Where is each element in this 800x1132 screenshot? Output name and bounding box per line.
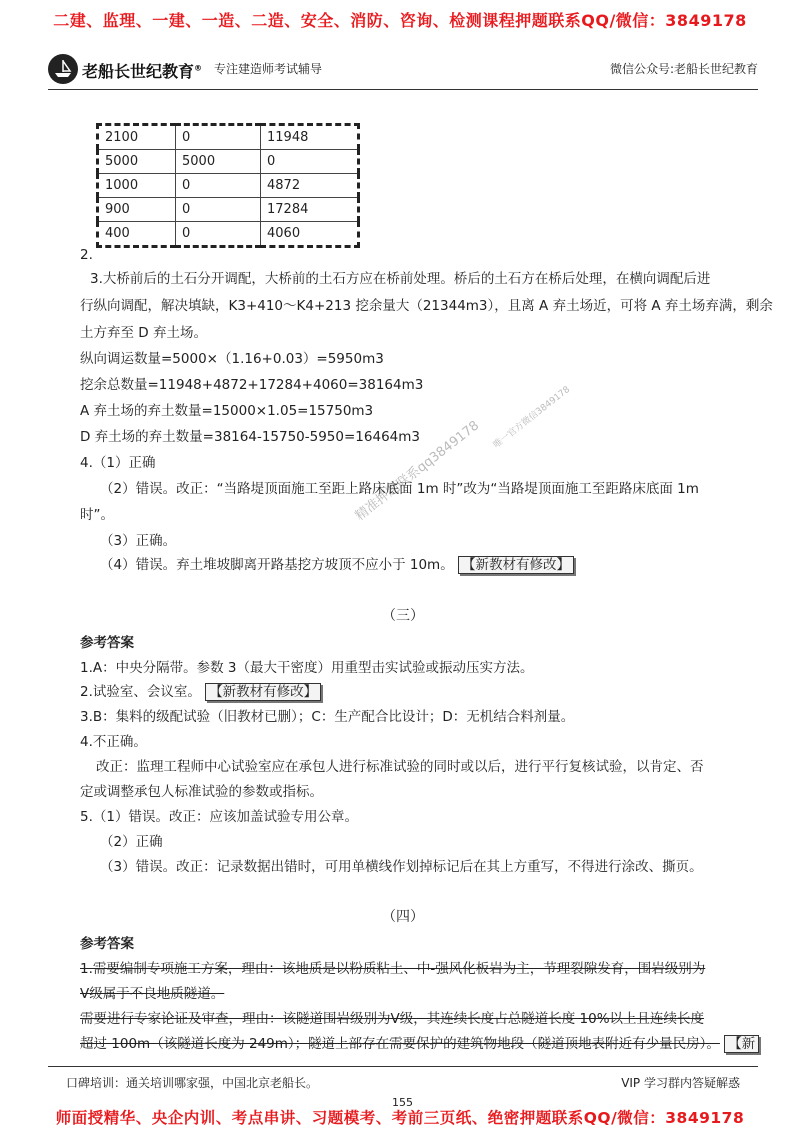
new-edition-tag: 【新教材有修改】 [205,683,321,701]
answer-line: 定或调整承包人标准试验的参数或指标。 [80,784,323,800]
section-title: （三） [382,608,424,624]
answer-line: 3.大桥前后的土石分开调配，大桥前的土石方应在桥前处理。桥后的土石方在桥后处理，在横向调配后进 [90,271,711,287]
item-number: 2. [80,247,93,263]
footer-right-text: VIP 学习群内答疑解惑 [621,1076,740,1090]
answer-text: （4）错误。弃土堆坡脚离开路基挖方坡顶不应小于 10m。 [100,557,454,573]
watermark-text: 唯一官方微信3849178 [491,384,573,451]
table-row [98,222,359,247]
table-cell: 5000 [98,150,176,174]
answer-line: 4.不正确。 [80,734,147,750]
page-number: 155 [392,1096,413,1109]
table-cell: 4872 [261,174,359,198]
struck-answer-line [80,1035,759,1053]
table-cell: 0 [176,125,261,150]
table-cell: 0 [261,150,359,174]
table-cell: 900 [98,198,176,222]
reference-answer-heading: 参考答案 [80,635,134,651]
answer-line: 行纵向调配，解决填缺，K3+410～K4+213 挖余量大（21344m3），且离 A 弃土场近，可将 A 弃土场弃满，剩余 [80,298,773,314]
answer-text: 2.试验室、会议室。 [80,684,201,700]
table-cell: 2100 [98,125,176,150]
ship-logo-icon [48,54,78,84]
answer-line [100,556,574,574]
earthwork-table [96,123,360,248]
answer-line: 1.A：中央分隔带。参数 3（最大干密度）用重型击实试验或振动压实方法。 [80,660,534,676]
reference-answer-heading: 参考答案 [80,936,134,952]
table-cell: 400 [98,222,176,247]
new-edition-tag: 【新教材有修改】 [458,556,574,574]
header-wechat: 微信公众号:老船长世纪教育 [609,62,758,76]
calc-line: D 弃土场的弃土数量=38164-15750-5950=16464m3 [80,429,420,445]
struck-answer-line: 1.需要编制专项施工方案，理由：该地质是以粉质粘土、中-强风化板岩为主，节理裂隙发育，围岩级别为 [80,961,706,977]
struck-answer-text: 超过 100m（该隧道长度为 249m）；隧道上部存在需要保护的建筑物地段（隧道顶地表附近有少量民房）。 [80,1036,720,1052]
calc-line: A 弃土场的弃土数量=15000×1.05=15750m3 [80,403,374,419]
answer-line: （3）正确。 [100,533,177,549]
struck-answer-line: 需要进行专家论证及审查，理由：该隧道围岩级别为Ⅴ级，其连续长度占总隧道长度 10%以上且连续长度 [80,1011,705,1027]
watermark-text: 精准押题联系qq3849178 [352,418,483,524]
answer-line: 5.（1）错误。改正：应该加盖试验专用公章。 [80,809,358,825]
table-cell: 11948 [261,125,359,150]
header-tagline: 专注建造师考试辅导 [214,62,323,76]
answer-line [80,683,321,701]
new-edition-tag-partial: 【新 [724,1035,759,1053]
answer-line: 时”。 [80,507,114,523]
table-cell: 1000 [98,174,176,198]
answer-line: 土方弃至 D 弃土场。 [80,325,207,341]
top-promo-banner: 二建、监理、一建、一造、二造、安全、消防、咨询、检测课程押题联系QQ/微信：3849178 [53,11,747,30]
struck-answer-line: Ⅴ级属于不良地质隧道。 [80,986,225,1002]
ship-logo-svg [48,54,78,84]
logo-title-text: 老船长世纪教育 [82,62,195,81]
footer-divider [48,1066,758,1067]
answer-line: （2）正确 [100,834,163,850]
header-divider [48,89,758,90]
table-row [98,150,359,174]
section-title: （四） [382,909,424,925]
calc-line: 挖余总数量=11948+4872+17284+4060=38164m3 [80,377,424,393]
table-cell: 0 [176,174,261,198]
answer-line: 改正：监理工程师中心试验室应在承包人进行标准试验的同时或以后，进行平行复核试验，以肯定、否 [96,759,704,775]
logo-registered-mark: ® [194,63,203,73]
footer-left-text: 口碑培训：通关培训哪家强，中国北京老船长。 [66,1076,319,1090]
answer-line: （3）错误。改正：记录数据出错时，可用单横线作划掉标记后在其上方重写，不得进行涂改、撕页。 [100,859,703,875]
table-cell: 0 [176,222,261,247]
answer-line: 3.B：集料的级配试验（旧教材已删）；C：生产配合比设计；D：无机结合料剂量。 [80,709,575,725]
answer-line: （2）错误。改正：“当路堤顶面施工至距上路床底面 1m 时”改为“当路堤顶面施工至距路床底面 1m [100,481,699,497]
table-row [98,198,359,222]
calc-line: 纵向调运数量=5000×（1.16+0.03）=5950m3 [80,351,384,367]
table-cell: 0 [176,198,261,222]
bottom-promo-banner: 师面授精华、央企内训、考点串讲、习题模考、考前三页纸、绝密押题联系QQ/微信：3849178 [55,1109,745,1127]
page-header [48,52,758,86]
table-cell: 5000 [176,150,261,174]
table-cell: 17284 [261,198,359,222]
logo-title [82,59,202,82]
answer-line: 4.（1）正确 [80,455,156,471]
table-row [98,125,359,150]
table-row [98,174,359,198]
table-cell: 4060 [261,222,359,247]
